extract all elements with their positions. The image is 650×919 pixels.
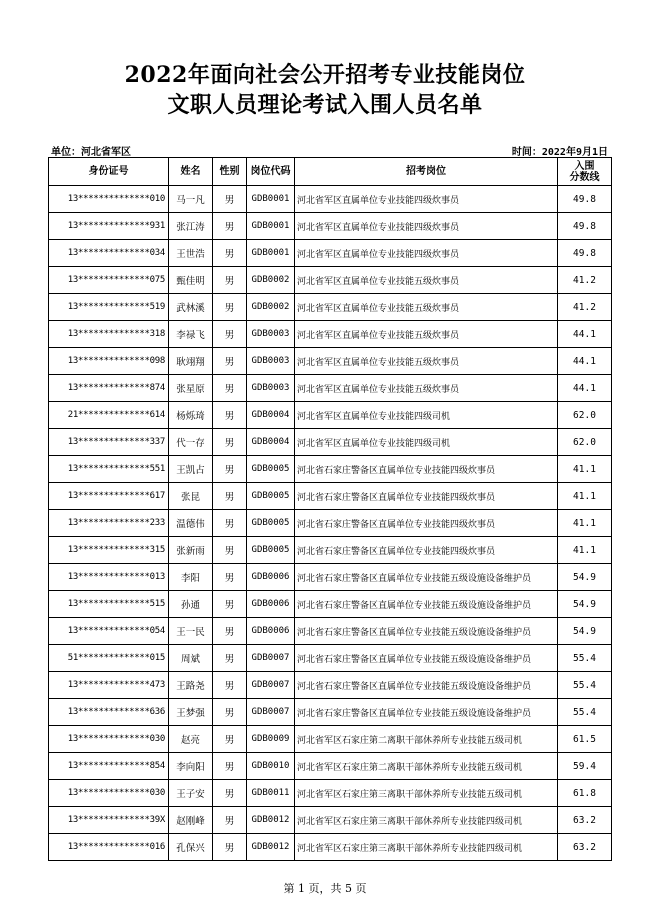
cell-name: 甄佳明: [169, 267, 213, 294]
cell-gender: 男: [213, 564, 247, 591]
cell-gender: 男: [213, 375, 247, 402]
cell-score: 62.0: [558, 429, 612, 456]
header-code: 岗位代码: [247, 158, 295, 186]
cell-code: GDB0004: [247, 429, 295, 456]
table-row: [49, 591, 612, 618]
cell-code: GDB0002: [247, 294, 295, 321]
table-row: [49, 618, 612, 645]
cell-name: 温德伟: [169, 510, 213, 537]
table-row: [49, 456, 612, 483]
cell-id: 13**************854: [49, 753, 169, 780]
table-row: [49, 213, 612, 240]
cell-position: 河北省石家庄警备区直属单位专业技能四级炊事员: [295, 537, 558, 564]
cell-position: 河北省军区直属单位专业技能四级炊事员: [295, 240, 558, 267]
table-row: [49, 510, 612, 537]
cell-id: 21**************614: [49, 402, 169, 429]
candidate-table: [48, 157, 612, 861]
cell-name: 周斌: [169, 645, 213, 672]
cell-score: 44.1: [558, 375, 612, 402]
cell-id: 13**************016: [49, 834, 169, 861]
cell-score: 55.4: [558, 699, 612, 726]
cell-score: 61.8: [558, 780, 612, 807]
cell-score: 41.2: [558, 267, 612, 294]
cell-code: GDB0005: [247, 510, 295, 537]
cell-name: 王凯占: [169, 456, 213, 483]
cell-id: 13**************233: [49, 510, 169, 537]
cell-code: GDB0006: [247, 564, 295, 591]
cell-name: 王世浩: [169, 240, 213, 267]
cell-score: 55.4: [558, 645, 612, 672]
table-row: [49, 402, 612, 429]
cell-code: GDB0006: [247, 618, 295, 645]
cell-code: GDB0007: [247, 645, 295, 672]
cell-id: 13**************551: [49, 456, 169, 483]
header-score-line1: 入围: [574, 160, 595, 172]
cell-score: 54.9: [558, 564, 612, 591]
table-row: [49, 672, 612, 699]
cell-position: 河北省军区直属单位专业技能五级炊事员: [295, 375, 558, 402]
cell-id: 13**************617: [49, 483, 169, 510]
header-position: 招考岗位: [295, 158, 558, 186]
cell-code: GDB0001: [247, 240, 295, 267]
cell-gender: 男: [213, 672, 247, 699]
cell-gender: 男: [213, 510, 247, 537]
cell-position: 河北省石家庄警备区直属单位专业技能五级设施设备维护员: [295, 699, 558, 726]
cell-gender: 男: [213, 186, 247, 213]
cell-position: 河北省石家庄警备区直属单位专业技能五级设施设备维护员: [295, 645, 558, 672]
cell-score: 41.2: [558, 294, 612, 321]
cell-position: 河北省军区直属单位专业技能五级炊事员: [295, 267, 558, 294]
table-row: [49, 483, 612, 510]
document-title-line2: 文职人员理论考试入围人员名单: [167, 92, 483, 118]
table-row: [49, 429, 612, 456]
cell-id: 13**************030: [49, 780, 169, 807]
cell-id: 13**************315: [49, 537, 169, 564]
table-header-row: [49, 158, 612, 186]
cell-gender: 男: [213, 240, 247, 267]
cell-code: GDB0003: [247, 348, 295, 375]
cell-position: 河北省石家庄警备区直属单位专业技能四级炊事员: [295, 456, 558, 483]
table-row: [49, 537, 612, 564]
cell-id: 13**************098: [49, 348, 169, 375]
cell-position: 河北省军区石家庄第三离职干部休养所专业技能五级司机: [295, 780, 558, 807]
cell-code: GDB0003: [247, 375, 295, 402]
table-row: [49, 807, 612, 834]
cell-position: 河北省军区直属单位专业技能四级炊事员: [295, 186, 558, 213]
table-row: [49, 834, 612, 861]
table-row: [49, 753, 612, 780]
cell-code: GDB0001: [247, 213, 295, 240]
cell-position: 河北省军区直属单位专业技能五级炊事员: [295, 294, 558, 321]
cell-name: 王子安: [169, 780, 213, 807]
cell-id: 51**************015: [49, 645, 169, 672]
cell-score: 49.8: [558, 240, 612, 267]
cell-name: 孔保兴: [169, 834, 213, 861]
cell-gender: 男: [213, 348, 247, 375]
cell-score: 41.1: [558, 537, 612, 564]
document-title-line1: 2022年面向社会公开招考专业技能岗位: [124, 62, 526, 88]
header-gender: 性别: [213, 158, 247, 186]
cell-name: 马一凡: [169, 186, 213, 213]
cell-id: 13**************337: [49, 429, 169, 456]
cell-gender: 男: [213, 834, 247, 861]
cell-score: 59.4: [558, 753, 612, 780]
table-body: [49, 186, 612, 861]
table-row: [49, 294, 612, 321]
cell-id: 13**************075: [49, 267, 169, 294]
cell-score: 55.4: [558, 672, 612, 699]
cell-id: 13**************030: [49, 726, 169, 753]
cell-position: 河北省军区直属单位专业技能五级炊事员: [295, 348, 558, 375]
date-label: 时间：2022年9月1日: [511, 147, 608, 158]
table-row: [49, 645, 612, 672]
table-row: [49, 375, 612, 402]
cell-gender: 男: [213, 321, 247, 348]
cell-code: GDB0005: [247, 456, 295, 483]
cell-name: 张星原: [169, 375, 213, 402]
cell-score: 49.8: [558, 213, 612, 240]
header-name: 姓名: [169, 158, 213, 186]
cell-position: 河北省军区石家庄第二离职干部休养所专业技能五级司机: [295, 726, 558, 753]
cell-gender: 男: [213, 429, 247, 456]
cell-name: 王梦强: [169, 699, 213, 726]
cell-name: 耿翊翔: [169, 348, 213, 375]
cell-name: 李阳: [169, 564, 213, 591]
cell-gender: 男: [213, 483, 247, 510]
cell-id: 13**************519: [49, 294, 169, 321]
cell-name: 王一民: [169, 618, 213, 645]
cell-name: 赵刚峰: [169, 807, 213, 834]
cell-id: 13**************473: [49, 672, 169, 699]
cell-gender: 男: [213, 807, 247, 834]
table-row: [49, 186, 612, 213]
cell-score: 62.0: [558, 402, 612, 429]
cell-position: 河北省军区石家庄第三离职干部休养所专业技能四级司机: [295, 807, 558, 834]
cell-id: 13**************515: [49, 591, 169, 618]
cell-code: GDB0004: [247, 402, 295, 429]
cell-code: GDB0010: [247, 753, 295, 780]
cell-score: 44.1: [558, 321, 612, 348]
cell-position: 河北省军区直属单位专业技能四级司机: [295, 429, 558, 456]
cell-gender: 男: [213, 618, 247, 645]
cell-name: 代一存: [169, 429, 213, 456]
cell-id: 13**************874: [49, 375, 169, 402]
cell-gender: 男: [213, 294, 247, 321]
cell-id: 13**************013: [49, 564, 169, 591]
cell-gender: 男: [213, 780, 247, 807]
cell-gender: 男: [213, 213, 247, 240]
cell-position: 河北省石家庄警备区直属单位专业技能五级设施设备维护员: [295, 564, 558, 591]
table-row: [49, 699, 612, 726]
cell-code: GDB0005: [247, 483, 295, 510]
header-score-line2: 分数线: [569, 171, 600, 183]
cell-gender: 男: [213, 591, 247, 618]
cell-id: 13**************034: [49, 240, 169, 267]
cell-name: 张新雨: [169, 537, 213, 564]
cell-gender: 男: [213, 402, 247, 429]
cell-position: 河北省石家庄警备区直属单位专业技能四级炊事员: [295, 483, 558, 510]
cell-score: 63.2: [558, 807, 612, 834]
cell-gender: 男: [213, 753, 247, 780]
cell-code: GDB0001: [247, 186, 295, 213]
cell-score: 54.9: [558, 591, 612, 618]
cell-position: 河北省石家庄警备区直属单位专业技能五级设施设备维护员: [295, 591, 558, 618]
header-score: [558, 158, 612, 186]
cell-name: 孙通: [169, 591, 213, 618]
table-row: [49, 348, 612, 375]
cell-score: 41.1: [558, 456, 612, 483]
cell-score: 61.5: [558, 726, 612, 753]
cell-id: 13**************318: [49, 321, 169, 348]
cell-code: GDB0005: [247, 537, 295, 564]
cell-name: 李禄飞: [169, 321, 213, 348]
cell-id: 13**************931: [49, 213, 169, 240]
table-row: [49, 240, 612, 267]
cell-id: 13**************636: [49, 699, 169, 726]
cell-position: 河北省军区直属单位专业技能五级炊事员: [295, 321, 558, 348]
cell-id: 13**************39X: [49, 807, 169, 834]
cell-position: 河北省军区直属单位专业技能四级炊事员: [295, 213, 558, 240]
cell-code: GDB0002: [247, 267, 295, 294]
unit-label: 单位：河北省军区: [51, 147, 131, 158]
cell-id: 13**************054: [49, 618, 169, 645]
cell-code: GDB0007: [247, 699, 295, 726]
cell-gender: 男: [213, 699, 247, 726]
cell-code: GDB0012: [247, 807, 295, 834]
cell-position: 河北省军区石家庄第二离职干部休养所专业技能五级司机: [295, 753, 558, 780]
cell-code: GDB0007: [247, 672, 295, 699]
cell-name: 杨烁琦: [169, 402, 213, 429]
cell-name: 王路尧: [169, 672, 213, 699]
cell-name: 武林溪: [169, 294, 213, 321]
cell-gender: 男: [213, 645, 247, 672]
cell-score: 41.1: [558, 510, 612, 537]
cell-score: 41.1: [558, 483, 612, 510]
cell-position: 河北省石家庄警备区直属单位专业技能四级炊事员: [295, 510, 558, 537]
cell-gender: 男: [213, 456, 247, 483]
cell-score: 54.9: [558, 618, 612, 645]
cell-score: 49.8: [558, 186, 612, 213]
page-footer: 第 1 页，共 5 页: [283, 882, 367, 895]
cell-score: 63.2: [558, 834, 612, 861]
cell-code: GDB0012: [247, 834, 295, 861]
cell-gender: 男: [213, 537, 247, 564]
cell-code: GDB0009: [247, 726, 295, 753]
cell-code: GDB0011: [247, 780, 295, 807]
cell-name: 张昆: [169, 483, 213, 510]
cell-score: 44.1: [558, 348, 612, 375]
cell-gender: 男: [213, 726, 247, 753]
table-row: [49, 726, 612, 753]
cell-position: 河北省石家庄警备区直属单位专业技能五级设施设备维护员: [295, 618, 558, 645]
table-row: [49, 780, 612, 807]
cell-code: GDB0003: [247, 321, 295, 348]
cell-name: 李向阳: [169, 753, 213, 780]
cell-id: 13**************010: [49, 186, 169, 213]
header-id: 身份证号: [49, 158, 169, 186]
table-row: [49, 564, 612, 591]
cell-code: GDB0006: [247, 591, 295, 618]
cell-position: 河北省石家庄警备区直属单位专业技能五级设施设备维护员: [295, 672, 558, 699]
table-row: [49, 321, 612, 348]
cell-position: 河北省军区直属单位专业技能四级司机: [295, 402, 558, 429]
table-row: [49, 267, 612, 294]
cell-position: 河北省军区石家庄第三离职干部休养所专业技能四级司机: [295, 834, 558, 861]
cell-name: 张江涛: [169, 213, 213, 240]
cell-name: 赵亮: [169, 726, 213, 753]
cell-gender: 男: [213, 267, 247, 294]
